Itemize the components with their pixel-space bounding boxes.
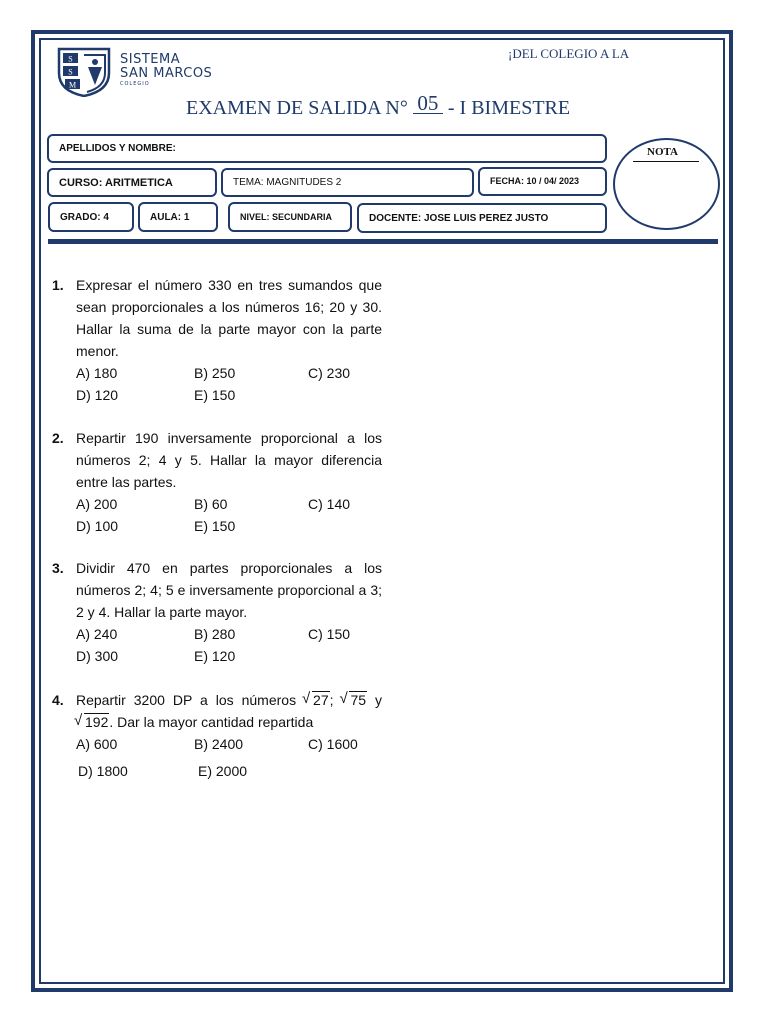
option-c: C) 140 xyxy=(308,496,351,512)
option-a: A) 240 xyxy=(76,626,118,642)
question-number: 4. xyxy=(52,692,64,708)
sqrt-192 xyxy=(76,711,109,733)
nota-underline xyxy=(633,161,699,162)
teacher-field: DOCENTE: JOSE LUIS PEREZ JUSTO xyxy=(357,203,607,233)
question-text: Repartir 190 inversamente proporcional a los números 2; 4 y 5. Hallar la mayor diferencia entre las partes. xyxy=(76,430,382,490)
question-4 xyxy=(52,689,382,782)
question-text: Repartir 3200 DP a los números √ 27; √ 75 y √ 192. Dar la mayor cantidad repartida xyxy=(76,689,382,733)
logo-letter-3: M xyxy=(68,80,77,90)
radicand: 27 xyxy=(313,692,329,708)
level-field: NIVEL: SECUNDARIA xyxy=(228,202,352,232)
option-c: C) 230 xyxy=(308,365,351,381)
answer-options xyxy=(76,733,382,755)
title-prefix: EXAMEN DE SALIDA N° xyxy=(186,97,408,119)
classroom-field: AULA: 1 xyxy=(138,202,218,232)
question-2 xyxy=(52,427,382,537)
option-d: D) 120 xyxy=(76,387,119,403)
name-field: APELLIDOS Y NOMBRE: xyxy=(47,134,607,163)
course-field: CURSO: ARITMETICA xyxy=(47,168,217,197)
brand-line-3: COLEGIO xyxy=(120,81,150,87)
option-a: A) 600 xyxy=(76,736,118,752)
answer-options xyxy=(76,623,382,667)
question-text-end: . Dar la mayor cantidad repartida xyxy=(109,714,314,730)
topic-field: TEMA: MAGNITUDES 2 xyxy=(221,168,474,197)
logo-letter-2: S xyxy=(68,67,73,77)
option-b: B) 280 xyxy=(194,626,236,642)
sqrt-75 xyxy=(341,689,367,711)
brand-line-1: SISTEMA xyxy=(120,52,181,67)
option-d: D) 300 xyxy=(76,648,119,664)
question-3 xyxy=(52,557,382,667)
title-suffix: - I BIMESTRE xyxy=(447,97,571,119)
option-e: E) 150 xyxy=(194,387,236,403)
exam-number: 05 xyxy=(413,93,443,114)
question-1 xyxy=(52,274,382,406)
logo-letter-1: S xyxy=(68,54,73,64)
answer-options xyxy=(76,362,382,406)
nota-label: NOTA xyxy=(647,146,678,158)
option-e: E) 2000 xyxy=(198,763,248,779)
radicand: 75 xyxy=(350,692,367,708)
sqrt-27 xyxy=(304,689,330,711)
grade-field: GRADO: 4 xyxy=(48,202,134,232)
radicand: 192 xyxy=(85,714,109,730)
option-d: D) 100 xyxy=(76,518,119,534)
question-number: 3. xyxy=(52,560,64,576)
option-b: B) 250 xyxy=(194,365,236,381)
option-b: B) 60 xyxy=(194,496,228,512)
date-field: FECHA: 10 / 04/ 2023 xyxy=(478,167,607,196)
answer-options-row-2 xyxy=(78,760,382,782)
option-b: B) 2400 xyxy=(194,736,244,752)
question-text-start: Repartir 3200 DP a los números xyxy=(76,692,297,708)
option-c: C) 1600 xyxy=(308,736,358,752)
answer-options xyxy=(76,493,382,537)
option-c: C) 150 xyxy=(308,626,351,642)
conjunction: y xyxy=(375,692,383,708)
brand-name xyxy=(120,53,212,87)
option-a: A) 200 xyxy=(76,496,118,512)
exam-title xyxy=(186,91,571,120)
school-logo xyxy=(57,47,111,97)
option-e: E) 150 xyxy=(194,518,236,534)
brand-line-2: SAN MARCOS xyxy=(120,66,213,81)
option-d: D) 1800 xyxy=(78,763,128,779)
header-separator xyxy=(48,239,718,244)
question-number: 2. xyxy=(52,430,64,446)
question-text: Dividir 470 en partes proporcionales a los números 2; 4; 5 e inversamente proporcional a 3; 2 y 4. Hallar la parte mayor. xyxy=(76,560,382,620)
question-text: Expresar el número 330 en tres sumandos que sean proporcionales a los números 16; 20 y 30. Hallar la suma de la parte mayor con la parte menor. xyxy=(76,277,382,359)
option-a: A) 180 xyxy=(76,365,118,381)
slogan: ¡DEL COLEGIO A LA xyxy=(508,46,630,61)
question-number: 1. xyxy=(52,277,64,293)
option-e: E) 120 xyxy=(194,648,236,664)
